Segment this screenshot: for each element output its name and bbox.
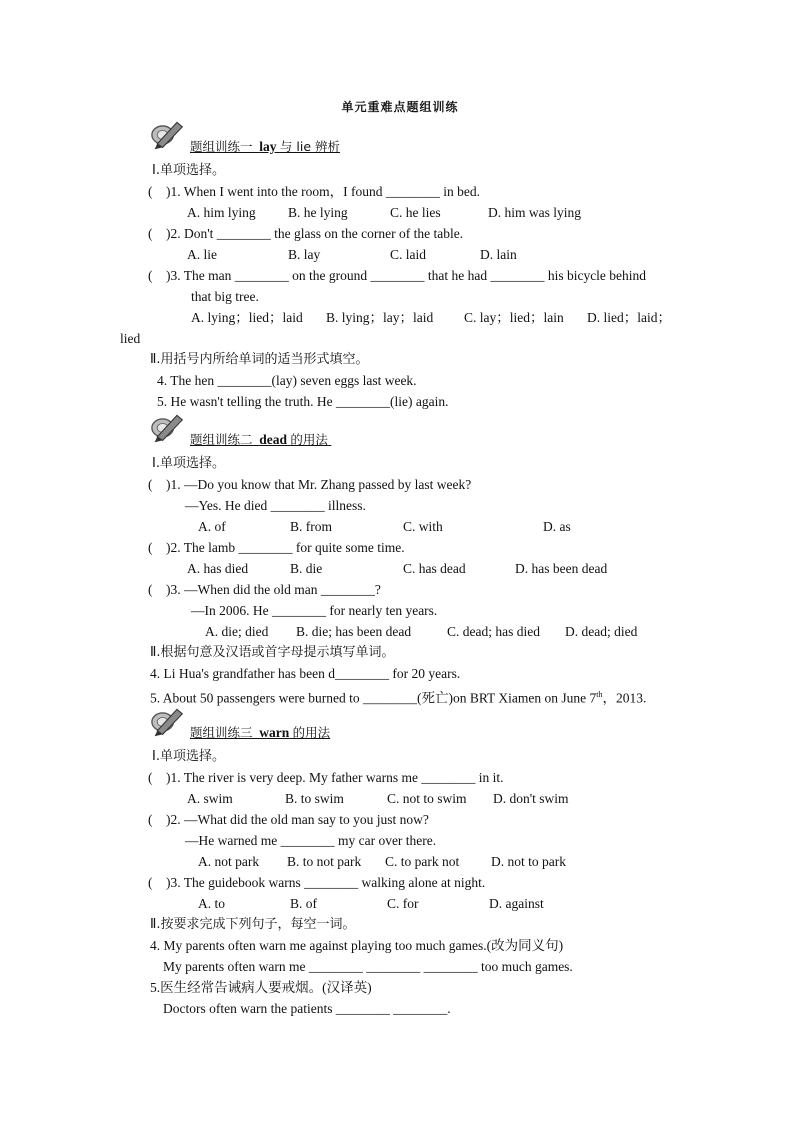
s3-q2-option-b: B. to not park	[287, 854, 362, 869]
s2-q1-continuation: —Yes. He died ________ illness.	[185, 498, 366, 513]
s2-q3-option-c: C. dead; has died	[447, 624, 540, 639]
s1-q1-option-c: C. he lies	[390, 205, 441, 220]
s1-q2-option-c: C. laid	[390, 247, 426, 262]
page-title: 单元重难点题组训练	[341, 100, 459, 114]
section3-part1-heading: Ⅰ.单项选择。	[152, 749, 225, 764]
s1-q2-option-a: A. lie	[187, 247, 217, 262]
s1-question-1: ( )1. When I went into the room，I found ________ in bed.	[148, 184, 480, 199]
s3-q2-option-c: C. to park not	[385, 854, 460, 869]
s1-question-4: 4. The hen ________(lay) seven eggs last week.	[157, 373, 417, 388]
section-title-1: 题组训练一 lay 与 lie 辨析	[190, 139, 340, 154]
s2-question-3: ( )3. —When did the old man ________?	[148, 582, 381, 597]
section1-part2-heading: Ⅱ.用括号内所给单词的适当形式填空。	[150, 352, 369, 367]
s1-q3-option-d: D. lied；laid；	[587, 310, 671, 325]
s3-q1-option-a: A. swim	[187, 791, 233, 806]
s1-q3-option-c: C. lay；lied；lain	[464, 310, 564, 325]
s2-question-5: 5. About 50 passengers were burned to ________(死亡)on BRT Xiamen on June 7th，2013.	[150, 690, 647, 706]
s3-question-3: ( )3. The guidebook warns ________ walking alone at night.	[148, 875, 486, 890]
s3-q5-continuation: Doctors often warn the patients ________ ________.	[163, 1001, 451, 1016]
s3-q3-option-a: A. to	[198, 896, 225, 911]
s1-q1-option-d: D. him was lying	[488, 205, 581, 220]
section1-part1-heading: Ⅰ.单项选择。	[152, 163, 225, 178]
s3-q2-option-d: D. not to park	[491, 854, 566, 869]
pencil-eraser-icon	[148, 410, 188, 444]
s1-q3-option-b: B. lying；lay；laid	[326, 310, 434, 325]
s1-question-5: 5. He wasn't telling the truth. He ________(lie) again.	[157, 394, 449, 409]
section2-part2-heading: Ⅱ.根据句意及汉语或首字母提示填写单词。	[150, 645, 395, 660]
s3-question-1: ( )1. The river is very deep. My father warns me ________ in it.	[148, 770, 504, 785]
s1-q3-option-d-wrap: lied	[120, 331, 141, 346]
section-title-2: 题组训练二 dead 的用法	[190, 432, 328, 447]
s3-q2-continuation: —He warned me ________ my car over there.	[185, 833, 437, 848]
s2-q3-option-a: A. die; died	[205, 624, 269, 639]
section2-part1-heading: Ⅰ.单项选择。	[152, 456, 225, 471]
section3-part2-heading: Ⅱ.按要求完成下列句子，每空一词。	[150, 917, 356, 932]
pencil-eraser-icon	[148, 704, 188, 738]
s3-q1-option-b: B. to swim	[285, 791, 344, 806]
s3-q1-option-c: C. not to swim	[387, 791, 467, 806]
s2-question-4: 4. Li Hua's grandfather has been d________ for 20 years.	[150, 666, 461, 681]
s1-q2-option-b: B. lay	[288, 247, 321, 262]
s2-q2-option-a: A. has died	[187, 561, 249, 576]
s3-question-2: ( )2. —What did the old man say to you just now?	[148, 812, 429, 827]
s3-question-5: 5.医生经常告诫病人要戒烟。(汉译英)	[150, 980, 372, 995]
s1-q2-option-d: D. lain	[480, 247, 517, 262]
s2-question-1: ( )1. —Do you know that Mr. Zhang passed by last week?	[148, 477, 472, 492]
section-title-3: 题组训练三 warn 的用法	[190, 725, 331, 740]
s2-q2-option-c: C. has dead	[403, 561, 466, 576]
s2-q2-option-b: B. die	[290, 561, 323, 576]
s2-q1-option-b: B. from	[290, 519, 332, 534]
s3-q3-option-c: C. for	[387, 896, 419, 911]
s2-q2-option-d: D. has been dead	[515, 561, 608, 576]
s1-question-2: ( )2. Don't ________ the glass on the corner of the table.	[148, 226, 464, 241]
s2-question-2: ( )2. The lamb ________ for quite some time.	[148, 540, 405, 555]
s2-q3-option-d: D. dead; died	[565, 624, 638, 639]
s2-q1-option-c: C. with	[403, 519, 443, 534]
s1-question-3: ( )3. The man ________ on the ground ________ that he had ________ his bicycle behind	[148, 268, 647, 283]
s2-q1-option-a: A. of	[198, 519, 226, 534]
s1-q3-continuation: that big tree.	[191, 289, 259, 304]
s2-q3-continuation: —In 2006. He ________ for nearly ten years.	[191, 603, 438, 618]
s1-q3-option-a: A. lying；lied；laid	[191, 310, 303, 325]
s3-question-4: 4. My parents often warn me against playing too much games.(改为同义句)	[150, 938, 564, 953]
s1-q1-option-a: A. him lying	[187, 205, 256, 220]
s3-q4-continuation: My parents often warn me ________ ________ ________ too much games.	[163, 959, 573, 974]
s3-q3-option-b: B. of	[290, 896, 317, 911]
s3-q2-option-a: A. not park	[198, 854, 260, 869]
s2-q1-option-d: D. as	[543, 519, 571, 534]
s3-q3-option-d: D. against	[489, 896, 544, 911]
s2-q3-option-b: B. die; has been dead	[296, 624, 412, 639]
s3-q1-option-d: D. don't swim	[493, 791, 569, 806]
s1-q1-option-b: B. he lying	[288, 205, 348, 220]
pencil-eraser-icon	[148, 117, 188, 151]
